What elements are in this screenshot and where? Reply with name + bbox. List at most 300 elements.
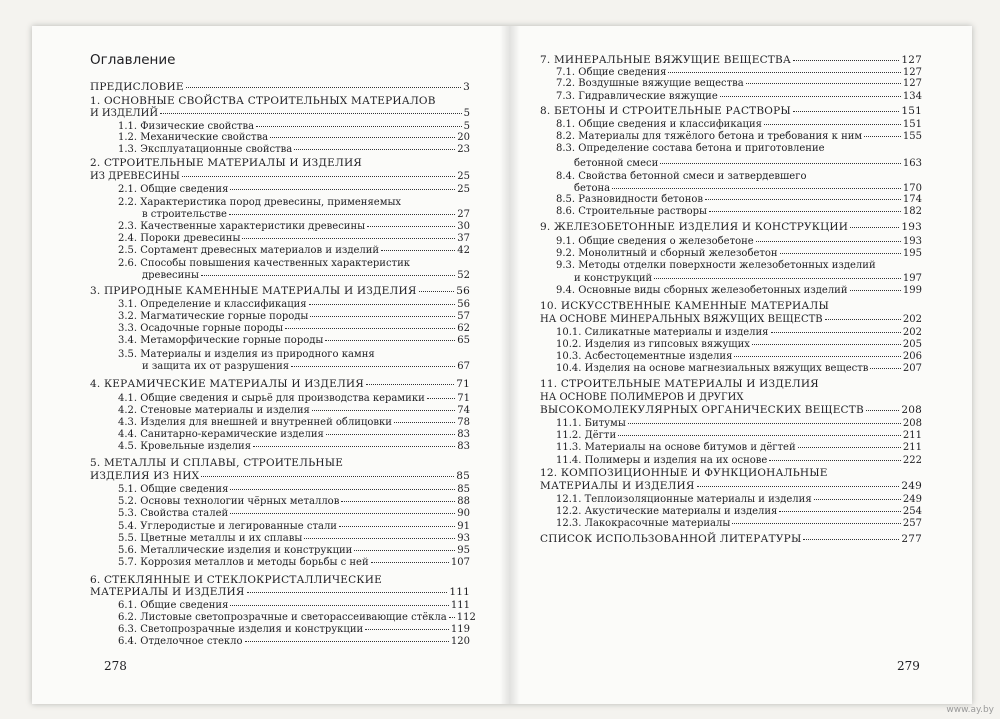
toc-entry-title: 12.1. Теплоизоляционные материалы и изделия bbox=[556, 494, 812, 505]
toc-subsection-right-36 bbox=[556, 518, 922, 529]
dot-leader bbox=[720, 96, 901, 97]
toc-entry-title: 8.3. Определение состава бетона и приготовление bbox=[556, 143, 825, 154]
dot-leader bbox=[803, 539, 899, 540]
toc-subsection-right-22 bbox=[556, 339, 922, 350]
toc-entry-page: 211 bbox=[902, 430, 922, 441]
dot-leader bbox=[866, 410, 899, 411]
toc-entry-page: 182 bbox=[902, 206, 922, 217]
toc-subsection-left-22 bbox=[142, 361, 470, 372]
dot-leader bbox=[326, 434, 455, 435]
toc-entry-title: 2.5. Сортамент древесных материалов и изделий bbox=[118, 245, 380, 256]
toc-entry-title: 10.3. Асбестоцементные изделия bbox=[556, 351, 733, 362]
toc-entry-title: 6.3. Светопрозрачные изделия и конструкции bbox=[118, 624, 364, 635]
toc-entry-title: 5.6. Металлические изделия и конструкции bbox=[118, 545, 353, 556]
toc-entry-page: 134 bbox=[902, 91, 922, 102]
toc-entry-title: 2.3. Качественные характеристики древесины bbox=[118, 221, 366, 232]
toc-subsection-right-11 bbox=[556, 194, 922, 205]
toc-subsection-left-24 bbox=[118, 393, 470, 404]
toc-entry-title: 4. КЕРАМИЧЕСКИЕ МАТЕРИАЛЫ И ИЗДЕЛИЯ bbox=[90, 378, 364, 390]
toc-entry-title: 2.4. Пороки древесины bbox=[118, 233, 241, 244]
dot-leader bbox=[381, 250, 455, 251]
toc-entry-title: 1.3. Эксплуатационные свойства bbox=[118, 144, 293, 155]
toc-subsection-right-3 bbox=[556, 91, 922, 102]
watermark: www.ay.by bbox=[946, 705, 994, 715]
toc-entry-page: 202 bbox=[902, 314, 922, 325]
dot-leader bbox=[339, 526, 455, 527]
toc-subsection-left-43 bbox=[118, 636, 470, 647]
toc-entry-title: 6. СТЕКЛЯННЫЕ И СТЕКЛОКРИСТАЛЛИЧЕСКИЕ bbox=[90, 574, 382, 586]
toc-entry-page: 5 bbox=[463, 108, 470, 119]
toc-entry-page: 74 bbox=[457, 405, 470, 416]
toc-subsection-right-8 bbox=[574, 158, 922, 169]
dot-leader bbox=[182, 176, 455, 177]
dot-leader bbox=[660, 163, 901, 164]
toc-entry-page: 27 bbox=[457, 209, 470, 220]
dot-leader bbox=[734, 356, 901, 357]
toc-subsection-left-5 bbox=[118, 144, 470, 155]
dot-leader bbox=[419, 291, 455, 292]
toc-entry-title: бетона bbox=[574, 183, 611, 194]
toc-subsection-left-9 bbox=[118, 197, 401, 208]
toc-entry-title: 10. ИСКУССТВЕННЫЕ КАМЕННЫЕ МАТЕРИАЛЫ bbox=[540, 300, 830, 312]
toc-entry-title: и конструкций bbox=[574, 273, 653, 284]
dot-leader bbox=[186, 87, 461, 88]
toc-entry-title: ИЗДЕЛИЯ ИЗ НИХ bbox=[90, 470, 200, 482]
toc-entry-page: 78 bbox=[457, 417, 470, 428]
toc-entry-title: 10.1. Силикатные материалы и изделия bbox=[556, 327, 769, 338]
page-number-right: 279 bbox=[897, 659, 920, 673]
toc-entry-title: 11.1. Битумы bbox=[556, 418, 626, 429]
toc-entry-page: 199 bbox=[902, 285, 922, 296]
dot-leader bbox=[618, 435, 901, 436]
toc-subsection-left-42 bbox=[118, 624, 470, 635]
toc-entry-page: 206 bbox=[902, 351, 922, 362]
toc-entry-page: 37 bbox=[457, 233, 470, 244]
toc-entry-title: и защита их от разрушения bbox=[142, 361, 290, 372]
toc-entry-title: 3.1. Определение и классификация bbox=[118, 299, 307, 310]
dot-leader bbox=[780, 253, 901, 254]
toc-entry-title: в строительстве bbox=[142, 209, 227, 220]
toc-entry-page: 195 bbox=[902, 248, 922, 259]
dot-leader bbox=[864, 136, 901, 137]
toc-entry-title: 11.2. Дёгти bbox=[556, 430, 617, 441]
dot-leader bbox=[705, 199, 901, 200]
toc-entry-page: 93 bbox=[457, 533, 470, 544]
toc-entry-title: 9.2. Монолитный и сборный железобетон bbox=[556, 248, 778, 259]
toc-entry-title: 9. ЖЕЛЕЗОБЕТОННЫЕ ИЗДЕЛИЯ И КОНСТРУКЦИИ bbox=[540, 221, 849, 233]
toc-entry-title: 8. БЕТОНЫ И СТРОИТЕЛЬНЫЕ РАСТВОРЫ bbox=[540, 105, 791, 117]
dot-leader bbox=[310, 316, 455, 317]
toc-subsection-right-12 bbox=[556, 206, 922, 217]
toc-entry-title: 3.3. Осадочные горные породы bbox=[118, 323, 284, 334]
toc-entry-page: 174 bbox=[902, 194, 922, 205]
dot-leader bbox=[256, 126, 461, 127]
toc-entry-page: 57 bbox=[457, 311, 470, 322]
toc-entry-page: 170 bbox=[902, 183, 922, 194]
toc-entry-title: 10.2. Изделия из гипсовых вяжущих bbox=[556, 339, 750, 350]
dot-leader bbox=[746, 83, 901, 84]
toc-section-right-13 bbox=[540, 222, 922, 233]
dot-leader bbox=[354, 550, 455, 551]
dot-leader bbox=[752, 344, 901, 345]
toc-section-left-30 bbox=[90, 471, 470, 482]
toc-entry-page: 211 bbox=[902, 442, 922, 453]
toc-entry-page: 25 bbox=[457, 184, 470, 195]
toc-entry-page: 67 bbox=[457, 361, 470, 372]
dot-leader bbox=[367, 226, 455, 227]
toc-subsection-left-2 bbox=[90, 108, 470, 119]
dot-leader bbox=[201, 275, 455, 276]
toc-entry-title: НА ОСНОВЕ ПОЛИМЕРОВ И ДРУГИХ bbox=[540, 392, 744, 403]
toc-entry-title: 7. МИНЕРАЛЬНЫЕ ВЯЖУЩИЕ ВЕЩЕСТВА bbox=[540, 54, 792, 66]
toc-entry-page: 193 bbox=[902, 236, 922, 247]
page-number-left: 278 bbox=[104, 659, 127, 673]
toc-section-right-27 bbox=[540, 405, 922, 416]
toc-entry-page: 56 bbox=[456, 285, 470, 297]
dot-leader bbox=[245, 641, 449, 642]
dot-leader bbox=[814, 499, 901, 500]
toc-subsection-left-35 bbox=[118, 533, 470, 544]
toc-entry-title: 9.3. Методы отделки поверхности железобетонных изделий bbox=[556, 260, 876, 271]
toc-entry-page: 23 bbox=[457, 144, 470, 155]
toc-subsection-left-19 bbox=[118, 323, 470, 334]
toc-subsection-left-8 bbox=[118, 184, 470, 195]
toc-entry-page: 71 bbox=[457, 393, 470, 404]
toc-section-right-33 bbox=[540, 481, 922, 492]
toc-entry-page: 208 bbox=[902, 418, 922, 429]
toc-entry-title: СПИСОК ИСПОЛЬЗОВАННОЙ ЛИТЕРАТУРЫ bbox=[540, 533, 802, 545]
toc-subsection-left-40 bbox=[118, 600, 470, 611]
toc-entry-title: 2.2. Характеристика пород древесины, применяемых bbox=[118, 197, 402, 208]
toc-subsection-left-36 bbox=[118, 545, 470, 556]
toc-entry-title: 12. КОМПОЗИЦИОННЫЕ И ФУНКЦИОНАЛЬНЫЕ bbox=[540, 467, 828, 479]
toc-entry-title: 2.6. Способы повышения качественных характеристик bbox=[118, 258, 410, 269]
dot-leader bbox=[756, 241, 901, 242]
toc-entry-title: 5.1. Общие сведения bbox=[118, 484, 229, 495]
toc-entry-title: 7.2. Воздушные вяжущие вещества bbox=[556, 78, 744, 89]
toc-entry-title: 8.6. Строительные растворы bbox=[556, 206, 708, 217]
toc-heading: Оглавление bbox=[90, 52, 176, 68]
dot-leader bbox=[709, 211, 901, 212]
toc-subsection-right-31 bbox=[556, 455, 922, 466]
toc-entry-title: 8.1. Общие сведения и классификация bbox=[556, 119, 762, 130]
dot-leader bbox=[160, 113, 462, 114]
toc-subsection-left-12 bbox=[118, 233, 470, 244]
dot-leader bbox=[366, 384, 454, 385]
toc-subsection-right-24 bbox=[556, 363, 922, 374]
toc-subsection-left-21 bbox=[118, 349, 375, 360]
toc-entry-title: 5.2. Основы технологии чёрных металлов bbox=[118, 496, 340, 507]
toc-subsection-left-28 bbox=[118, 441, 470, 452]
toc-subsection-left-37 bbox=[118, 557, 470, 568]
toc-entry-title: 3. ПРИРОДНЫЕ КАМЕННЫЕ МАТЕРИАЛЫ И ИЗДЕЛИЯ bbox=[90, 285, 417, 297]
toc-entry-title: 11.4. Полимеры и изделия на их основе bbox=[556, 455, 768, 466]
toc-entry-title: 5.3. Свойства сталей bbox=[118, 508, 229, 519]
toc-subsection-right-35 bbox=[556, 506, 922, 517]
toc-section-right-4 bbox=[540, 106, 922, 117]
toc-subsection-right-7 bbox=[556, 143, 825, 154]
toc-entry-page: 71 bbox=[456, 378, 470, 390]
dot-leader bbox=[798, 447, 901, 448]
toc-entry-title: 3.4. Метаморфические горные породы bbox=[118, 335, 324, 346]
toc-entry-page: 249 bbox=[902, 494, 922, 505]
dot-leader bbox=[427, 398, 456, 399]
toc-entry-page: 42 bbox=[457, 245, 470, 256]
toc-subsection-left-25 bbox=[118, 405, 470, 416]
toc-entry-title: 7.1. Общие сведения bbox=[556, 67, 667, 78]
toc-entry-page: 202 bbox=[902, 327, 922, 338]
toc-subsection-right-17 bbox=[574, 273, 922, 284]
dot-leader bbox=[294, 149, 455, 150]
dot-leader bbox=[628, 423, 901, 424]
dot-leader bbox=[230, 189, 455, 190]
toc-subsection-left-3 bbox=[118, 121, 470, 132]
dot-leader bbox=[870, 368, 900, 369]
toc-entry-title: 6.4. Отделочное стекло bbox=[118, 636, 243, 647]
dot-leader bbox=[764, 124, 901, 125]
toc-entry-title: бетонной смеси bbox=[574, 158, 659, 169]
toc-entry-page: 3 bbox=[463, 81, 470, 93]
dot-leader bbox=[825, 319, 901, 320]
toc-section-left-23 bbox=[90, 379, 470, 390]
dot-leader bbox=[285, 328, 455, 329]
toc-subsection-right-15 bbox=[556, 248, 922, 259]
toc-entry-page: 205 bbox=[902, 339, 922, 350]
toc-entry-page: 5 bbox=[463, 121, 470, 132]
toc-entry-page: 107 bbox=[450, 557, 470, 568]
toc-entry-page: 208 bbox=[901, 404, 922, 416]
toc-entry-page: 277 bbox=[901, 533, 922, 545]
dot-leader bbox=[850, 290, 901, 291]
dot-leader bbox=[449, 617, 455, 618]
toc-subsection-left-14 bbox=[118, 258, 410, 269]
toc-entry-title: 12.3. Лакокрасочные материалы bbox=[556, 518, 731, 529]
toc-entry-title: 9.4. Основные виды сборных железобетонных изделий bbox=[556, 285, 848, 296]
toc-entry-page: 91 bbox=[457, 521, 470, 532]
dot-leader bbox=[341, 501, 455, 502]
dot-leader bbox=[850, 227, 899, 228]
toc-entry-page: 111 bbox=[449, 586, 470, 598]
toc-entry-title: 6.1. Общие сведения bbox=[118, 600, 229, 611]
dot-leader bbox=[668, 72, 901, 73]
dot-leader bbox=[779, 511, 901, 512]
toc-subsection-right-29 bbox=[556, 430, 922, 441]
dot-leader bbox=[612, 188, 901, 189]
toc-subsection-left-31 bbox=[118, 484, 470, 495]
dot-leader bbox=[242, 238, 455, 239]
dot-leader bbox=[201, 476, 454, 477]
toc-entry-title: НА ОСНОВЕ МИНЕРАЛЬНЫХ ВЯЖУЩИХ ВЕЩЕСТВ bbox=[540, 314, 823, 325]
toc-entry-title: 6.2. Листовые светопрозрачные и светорассеивающие стёкла bbox=[118, 612, 447, 623]
toc-entry-page: 127 bbox=[901, 54, 922, 66]
toc-subsection-right-9 bbox=[556, 171, 806, 182]
dot-leader bbox=[247, 592, 448, 593]
toc-entry-title: 4.2. Стеновые материалы и изделия bbox=[118, 405, 310, 416]
toc-entry-page: 62 bbox=[457, 323, 470, 334]
dot-leader bbox=[309, 304, 456, 305]
toc-entry-page: 163 bbox=[902, 158, 922, 169]
toc-entry-title: 11.3. Материалы на основе битумов и дёгтей bbox=[556, 442, 796, 453]
toc-entry-title: 8.2. Материалы для тяжёлого бетона и требования к ним bbox=[556, 131, 863, 142]
toc-entry-title: 8.4. Свойства бетонной смеси и затвердевшего bbox=[556, 171, 807, 182]
book-gutter bbox=[500, 26, 520, 704]
toc-subsection-left-32 bbox=[118, 496, 470, 507]
toc-entry-page: 95 bbox=[457, 545, 470, 556]
toc-entry-title: ВЫСОКОМОЛЕКУЛЯРНЫХ ОРГАНИЧЕСКИХ ВЕЩЕСТВ bbox=[540, 404, 864, 416]
toc-entry-title: 3.5. Материалы и изделия из природного камня bbox=[118, 349, 375, 360]
toc-section-right-37 bbox=[540, 534, 922, 545]
toc-subsection-left-27 bbox=[118, 429, 470, 440]
toc-subsection-right-2 bbox=[556, 78, 922, 89]
toc-entry-page: 127 bbox=[902, 78, 922, 89]
dot-leader bbox=[230, 605, 449, 606]
toc-entry-title: 4.3. Изделия для внешней и внутренней облицовки bbox=[118, 417, 392, 428]
toc-entry-title: 1.2. Механические свойства bbox=[118, 132, 269, 143]
toc-subsection-left-33 bbox=[118, 508, 470, 519]
toc-subsection-left-18 bbox=[118, 311, 470, 322]
toc-entry-page: 151 bbox=[902, 119, 922, 130]
dot-leader bbox=[270, 137, 455, 138]
toc-section-right-0 bbox=[540, 55, 922, 66]
toc-subsection-right-26 bbox=[540, 392, 744, 403]
toc-entry-page: 151 bbox=[901, 105, 922, 117]
toc-section-right-25 bbox=[540, 379, 819, 390]
toc-subsection-right-28 bbox=[556, 418, 922, 429]
toc-subsection-right-23 bbox=[556, 351, 922, 362]
toc-entry-title: 5.7. Коррозия металлов и методы борьбы с ней bbox=[118, 557, 369, 568]
toc-subsection-left-10 bbox=[142, 209, 470, 220]
toc-subsection-left-34 bbox=[118, 521, 470, 532]
toc-subsection-left-26 bbox=[118, 417, 470, 428]
toc-entry-page: 197 bbox=[902, 273, 922, 284]
dot-leader bbox=[253, 446, 455, 447]
toc-entry-page: 90 bbox=[457, 508, 470, 519]
toc-entry-title: 1. ОСНОВНЫЕ СВОЙСТВА СТРОИТЕЛЬНЫХ МАТЕРИАЛОВ bbox=[90, 95, 436, 107]
toc-entry-title: 2.1. Общие сведения bbox=[118, 184, 229, 195]
toc-subsection-left-15 bbox=[142, 270, 470, 281]
dot-leader bbox=[793, 60, 899, 61]
toc-section-left-39 bbox=[90, 587, 470, 598]
toc-entry-title: ИЗ ДРЕВЕСИНЫ bbox=[90, 171, 180, 182]
toc-entry-title: 10.4. Изделия на основе магнезиальных вяжущих веществ bbox=[556, 363, 869, 374]
dot-leader bbox=[732, 523, 901, 524]
toc-entry-title: 11. СТРОИТЕЛЬНЫЕ МАТЕРИАЛЫ И ИЗДЕЛИЯ bbox=[540, 378, 819, 390]
toc-subsection-left-41 bbox=[118, 612, 476, 623]
toc-entry-title: древесины bbox=[142, 270, 199, 281]
toc-entry-page: 120 bbox=[450, 636, 470, 647]
toc-entry-title: 12.2. Акустические материалы и изделия bbox=[556, 506, 778, 517]
toc-entry-page: 254 bbox=[902, 506, 922, 517]
toc-subsection-right-1 bbox=[556, 67, 922, 78]
dot-leader bbox=[771, 332, 901, 333]
toc-entry-title: И ИЗДЕЛИЙ bbox=[90, 108, 159, 119]
toc-entry-page: 85 bbox=[457, 484, 470, 495]
toc-section-left-0 bbox=[90, 82, 470, 93]
toc-subsection-right-21 bbox=[556, 327, 922, 338]
dot-leader bbox=[230, 489, 455, 490]
toc-entry-page: 56 bbox=[457, 299, 470, 310]
toc-section-right-19 bbox=[540, 301, 829, 312]
dot-leader bbox=[304, 538, 455, 539]
toc-entry-title: 4.4. Санитарно-керамические изделия bbox=[118, 429, 324, 440]
toc-entry-title: ПРЕДИСЛОВИЕ bbox=[90, 81, 184, 93]
toc-section-right-32 bbox=[540, 468, 828, 479]
toc-entry-title: МАТЕРИАЛЫ И ИЗДЕЛИЯ bbox=[540, 480, 695, 492]
dot-leader bbox=[394, 422, 455, 423]
toc-subsection-right-20 bbox=[540, 314, 922, 325]
toc-entry-page: 193 bbox=[901, 221, 922, 233]
toc-subsection-right-34 bbox=[556, 494, 922, 505]
toc-entry-page: 52 bbox=[457, 270, 470, 281]
dot-leader bbox=[769, 460, 901, 461]
toc-entry-title: 5.5. Цветные металлы и их сплавы bbox=[118, 533, 303, 544]
toc-entry-page: 25 bbox=[457, 171, 470, 182]
toc-subsection-right-6 bbox=[556, 131, 922, 142]
toc-subsection-right-18 bbox=[556, 285, 922, 296]
toc-subsection-right-10 bbox=[574, 183, 922, 194]
toc-entry-page: 222 bbox=[902, 455, 922, 466]
toc-entry-page: 65 bbox=[457, 335, 470, 346]
toc-entry-title: 4.5. Кровельные изделия bbox=[118, 441, 252, 452]
dot-leader bbox=[230, 513, 455, 514]
toc-subsection-left-7 bbox=[90, 171, 470, 182]
toc-entry-page: 249 bbox=[901, 480, 922, 492]
toc-entry-page: 88 bbox=[457, 496, 470, 507]
toc-entry-title: 7.3. Гидравлические вяжущие bbox=[556, 91, 718, 102]
dot-leader bbox=[371, 562, 449, 563]
toc-entry-page: 112 bbox=[456, 612, 476, 623]
toc-section-left-29 bbox=[90, 458, 343, 469]
toc-subsection-right-5 bbox=[556, 119, 922, 130]
toc-entry-title: 9.1. Общие сведения о железобетоне bbox=[556, 236, 754, 247]
toc-entry-title: 4.1. Общие сведения и сырьё для производства керамики bbox=[118, 393, 425, 404]
dot-leader bbox=[793, 111, 899, 112]
toc-entry-title: 5. МЕТАЛЛЫ И СПЛАВЫ, СТРОИТЕЛЬНЫЕ bbox=[90, 457, 344, 469]
toc-entry-page: 207 bbox=[902, 363, 922, 374]
toc-subsection-left-4 bbox=[118, 132, 470, 143]
toc-entry-title: 2. СТРОИТЕЛЬНЫЕ МАТЕРИАЛЫ И ИЗДЕЛИЯ bbox=[90, 157, 362, 169]
dot-leader bbox=[365, 629, 449, 630]
toc-entry-title: 8.5. Разновидности бетонов bbox=[556, 194, 704, 205]
dot-leader bbox=[654, 278, 901, 279]
toc-entry-page: 257 bbox=[902, 518, 922, 529]
toc-subsection-right-16 bbox=[556, 260, 876, 271]
toc-subsection-left-13 bbox=[118, 245, 470, 256]
toc-entry-page: 111 bbox=[450, 600, 470, 611]
toc-subsection-left-11 bbox=[118, 221, 470, 232]
toc-entry-title: 1.1. Физические свойства bbox=[118, 121, 255, 132]
toc-section-left-1 bbox=[90, 96, 436, 107]
toc-entry-page: 83 bbox=[457, 429, 470, 440]
dot-leader bbox=[312, 410, 455, 411]
toc-entry-page: 155 bbox=[902, 131, 922, 142]
dot-leader bbox=[291, 366, 455, 367]
toc-subsection-right-14 bbox=[556, 236, 922, 247]
toc-entry-page: 20 bbox=[457, 132, 470, 143]
toc-entry-page: 83 bbox=[457, 441, 470, 452]
toc-section-left-38 bbox=[90, 575, 382, 586]
toc-subsection-left-17 bbox=[118, 299, 470, 310]
dot-leader bbox=[697, 486, 900, 487]
toc-entry-title: 5.4. Углеродистые и легированные стали bbox=[118, 521, 337, 532]
toc-section-left-6 bbox=[90, 158, 362, 169]
toc-entry-title: 3.2. Магматические горные породы bbox=[118, 311, 309, 322]
toc-subsection-left-20 bbox=[118, 335, 470, 346]
dot-leader bbox=[229, 214, 455, 215]
toc-entry-page: 127 bbox=[902, 67, 922, 78]
toc-entry-page: 30 bbox=[457, 221, 470, 232]
toc-entry-page: 119 bbox=[450, 624, 470, 635]
